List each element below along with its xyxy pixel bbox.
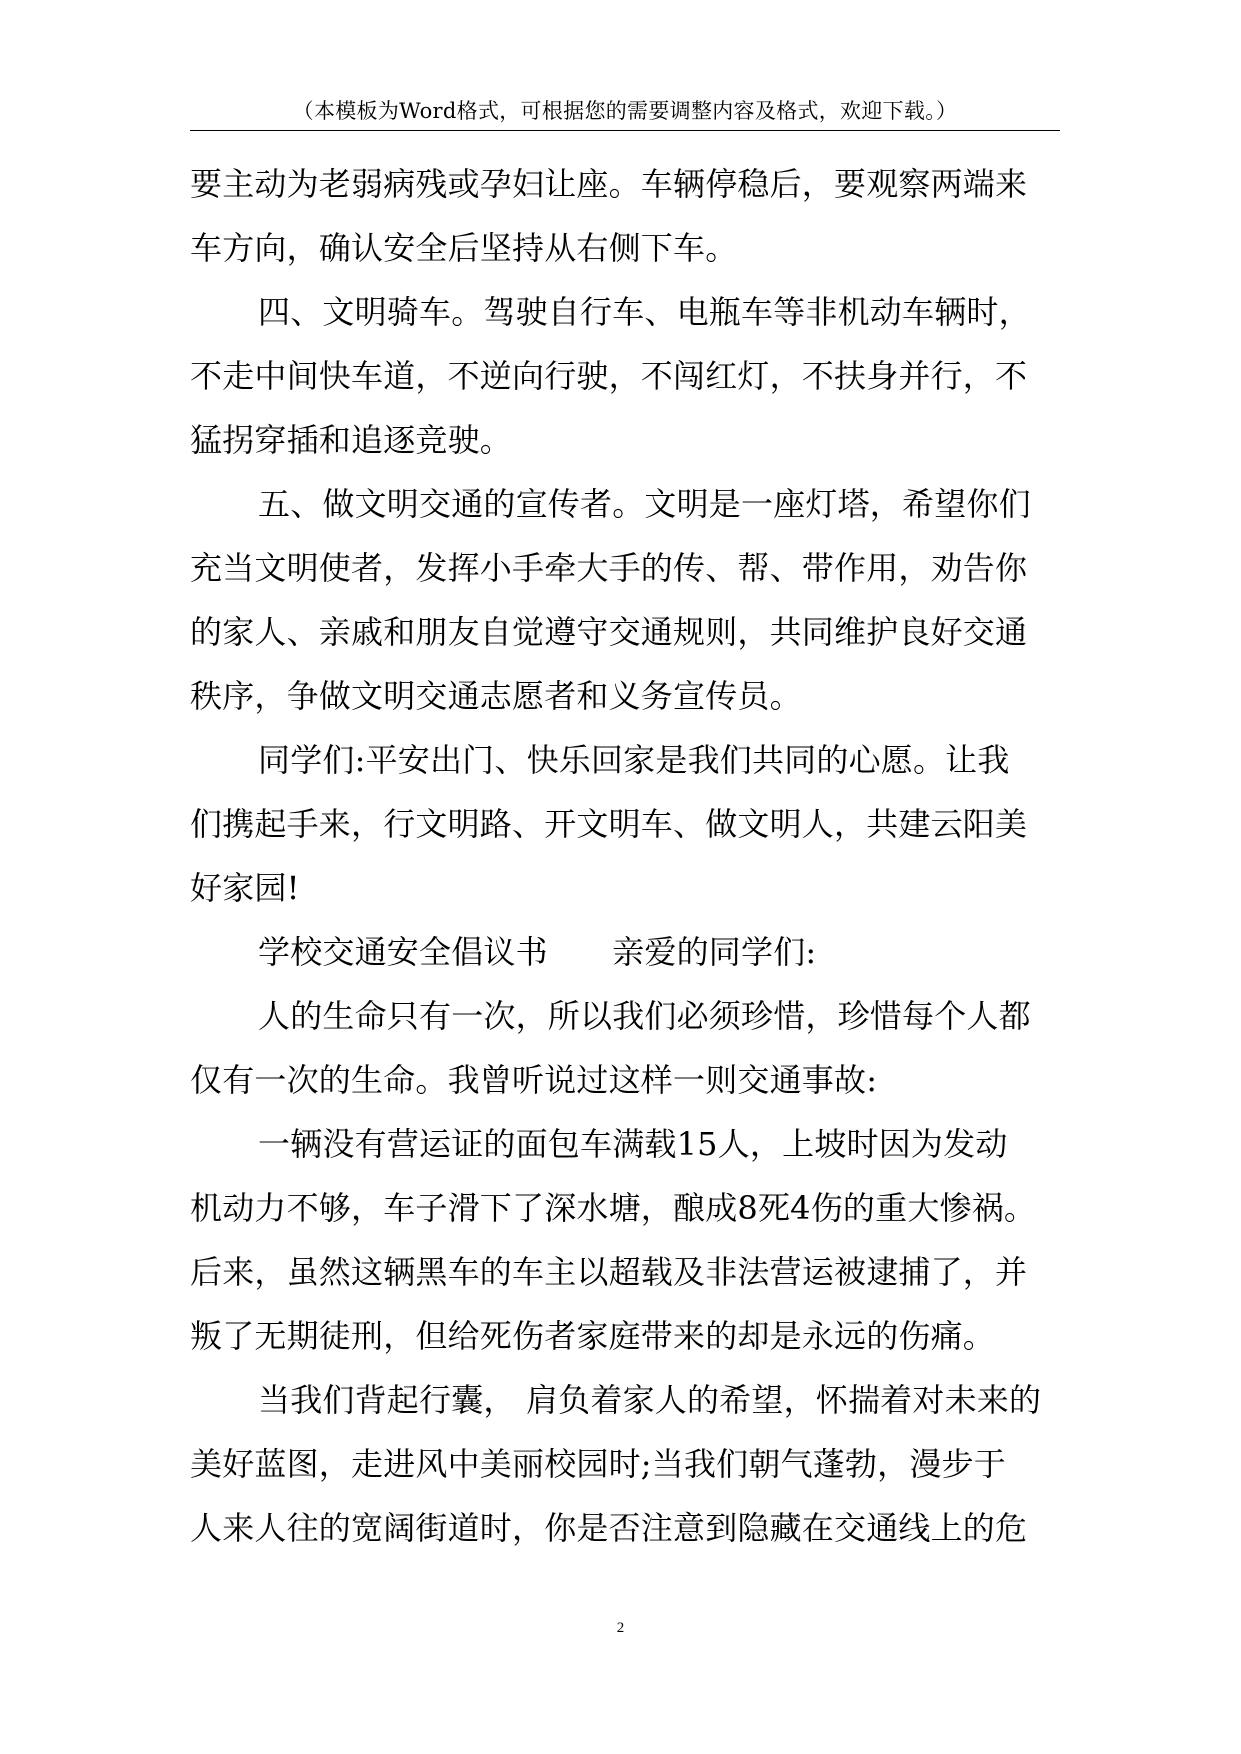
text-line: 同学们:平安出门、快乐回家是我们共同的心愿。让我	[258, 741, 1010, 779]
header-note: （本模板为Word格式，可根据您的需要调整内容及格式，欢迎下载。）	[292, 99, 958, 123]
text-line: 当我们背起行囊， 肩负着家人的希望，怀揣着对未来的	[258, 1381, 1042, 1419]
text-line: 叛了无期徒刑，但给死伤者家庭带来的却是永远的伤痛。	[190, 1317, 996, 1355]
text-line: 不走中间快车道，不逆向行驶，不闯红灯，不扶身并行，不	[190, 357, 1028, 395]
text-line: 美好蓝图，走进风中美丽校园时;当我们朝气蓬勃，漫步于	[190, 1445, 1006, 1483]
text-line: 秩序，争做文明交通志愿者和义务宣传员。	[190, 677, 802, 715]
page-number: 2	[616, 1620, 625, 1636]
text-line: 猛拐穿插和追逐竞驶。	[190, 421, 513, 459]
text-line: 的家人、亲戚和朋友自觉遵守交通规则，共同维护良好交通	[190, 613, 1028, 651]
text-line: 人的生命只有一次，所以我们必须珍惜，珍惜每个人都	[258, 997, 1031, 1035]
body-text	[190, 152, 1070, 1560]
text-line: 好家园!	[190, 869, 300, 907]
section-title-line: 学校交通安全倡议书 亲爱的同学们:	[258, 933, 817, 971]
text-line: 四、文明骑车。驾驶自行车、电瓶车等非机动车辆时，	[258, 293, 1031, 331]
header-divider	[190, 130, 1060, 131]
text-line: 要主动为老弱病残或孕妇让座。车辆停稳后，要观察两端来	[190, 165, 1028, 203]
text-line: 们携起手来，行文明路、开文明车、做文明人，共建云阳美	[190, 805, 1028, 843]
text-line: 机动力不够，车子滑下了深水塘，酿成8死4伤的重大惨祸。	[190, 1189, 1037, 1227]
text-line: 人来人往的宽阔街道时，你是否注意到隐藏在交通线上的危	[190, 1509, 1028, 1547]
text-line: 一辆没有营运证的面包车满载15人，上坡时因为发动	[258, 1125, 1008, 1163]
text-line: 车方向，确认安全后坚持从右侧下车。	[190, 229, 738, 267]
text-line: 五、做文明交通的宣传者。文明是一座灯塔，希望你们	[258, 485, 1031, 523]
text-line: 后来，虽然这辆黑车的车主以超载及非法营运被逮捕了，并	[190, 1253, 1028, 1291]
text-line: 仅有一次的生命。我曾听说过这样一则交通事故:	[190, 1061, 878, 1099]
text-line: 充当文明使者，发挥小手牵大手的传、帮、带作用，劝告你	[190, 549, 1028, 587]
